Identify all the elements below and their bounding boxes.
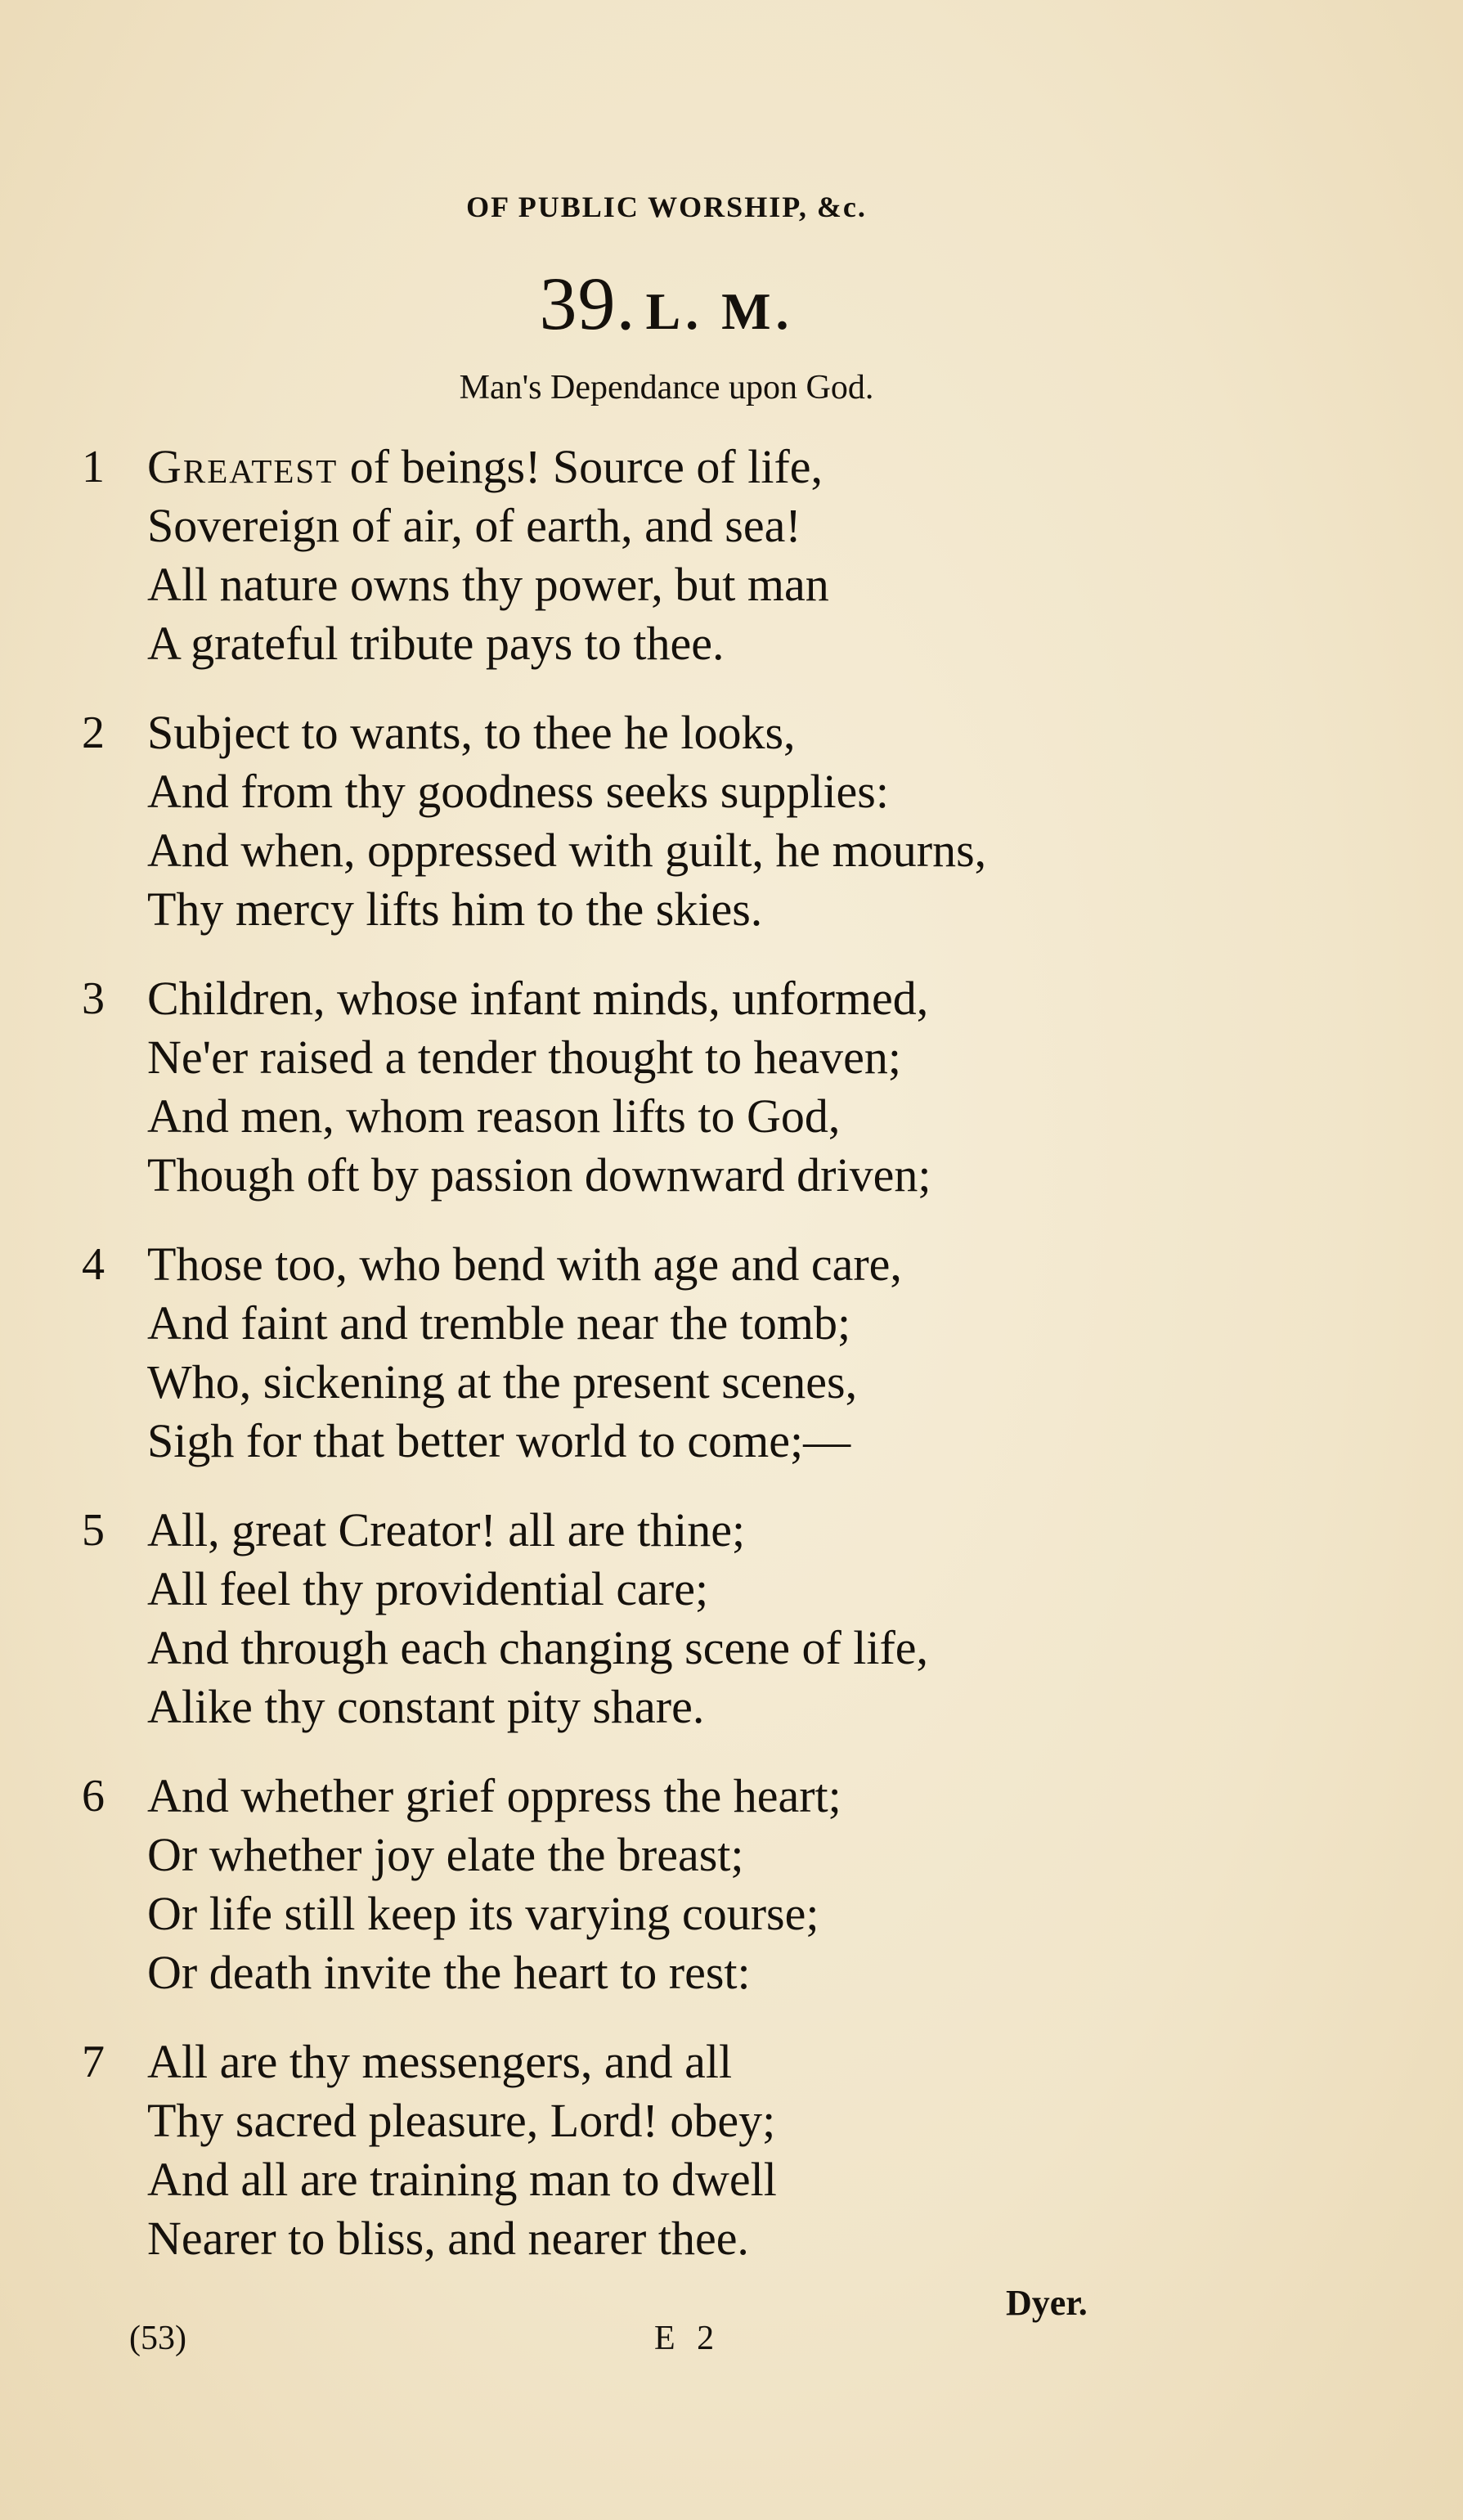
stanza-line: All are thy messengers, and all — [147, 2035, 733, 2088]
stanza-number: 5 — [82, 1505, 105, 1556]
stanza-7 — [82, 2033, 1276, 2298]
stanza-number: 6 — [82, 1771, 105, 1821]
stanza-4 — [82, 1235, 1276, 1501]
hymn-meter: L. M. — [645, 282, 794, 340]
stanza-line: Thy sacred pleasure, Lord! obey; — [147, 2094, 776, 2147]
stanza-line: Ne'er raised a tender thought to heaven; — [147, 1031, 901, 1084]
stanza-number: 4 — [82, 1239, 105, 1290]
stanza-line: Or death invite the heart to rest: — [147, 1946, 751, 1999]
stanza-2 — [82, 703, 1276, 969]
stanza-line: Children, whose infant minds, unformed, — [147, 972, 929, 1025]
stanza-line: Thy mercy lifts him to the skies. — [147, 883, 763, 936]
stanza-6 — [82, 1767, 1276, 2033]
stanza-line: Alike thy constant pity share. — [147, 1680, 705, 1733]
stanza-first-line-rest: of beings! Source of life, — [338, 440, 823, 493]
stanza-line: Though oft by passion downward driven; — [147, 1148, 931, 1202]
hymn-subtitle: Man's Dependance upon God. — [459, 369, 874, 407]
stanza-line: Or whether joy elate the breast; — [147, 1828, 744, 1881]
stanza-line — [147, 438, 823, 496]
stanza-line: And faint and tremble near the tomb; — [147, 1296, 851, 1350]
hymn-author: Dyer. — [1006, 2283, 1088, 2323]
stanza-number: 1 — [82, 442, 105, 492]
stanza-line: Or life still keep its varying course; — [147, 1887, 819, 1940]
stanza-line: Sigh for that better world to come;— — [147, 1414, 851, 1467]
stanza-number: 2 — [82, 707, 105, 758]
page-number: (53) — [129, 2320, 186, 2357]
stanza-line: And whether grief oppress the heart; — [147, 1769, 841, 1822]
stanza-3 — [82, 969, 1276, 1235]
running-head: OF PUBLIC WORSHIP, &c. — [466, 191, 867, 223]
stanza-line: All feel thy providential care; — [147, 1562, 709, 1615]
stanza-5 — [82, 1501, 1276, 1767]
stanza-number: 7 — [82, 2037, 105, 2087]
stanza-line: Those too, who bend with age and care, — [147, 1238, 902, 1291]
stanza-line: And from thy goodness seeks supplies: — [147, 765, 889, 818]
stanza-line: All, great Creator! all are thine; — [147, 1503, 746, 1556]
printer-signature: E 2 — [654, 2320, 721, 2357]
stanza-line: And men, whom reason lifts to God, — [147, 1089, 841, 1143]
stanza-line: Who, sickening at the present scenes, — [147, 1355, 858, 1408]
stanza-line: Nearer to bliss, and nearer thee. — [147, 2212, 749, 2265]
stanza-first-word: Greatest — [147, 440, 339, 493]
stanza-line: And through each changing scene of life, — [147, 1621, 929, 1674]
stanza-line: And all are training man to dwell — [147, 2153, 777, 2206]
stanza-line: And when, oppressed with guilt, he mourns, — [147, 824, 987, 877]
stanza-list — [82, 438, 1276, 2298]
hymn-number: 39. — [539, 262, 636, 345]
stanza-line: Sovereign of air, of earth, and sea! — [147, 499, 801, 552]
stanza-number: 3 — [82, 973, 105, 1024]
stanza-1 — [82, 438, 1276, 703]
hymn-title — [0, 260, 1333, 347]
stanza-line: A grateful tribute pays to thee. — [147, 617, 725, 670]
stanza-line: Subject to wants, to thee he looks, — [147, 706, 796, 759]
stanza-line: All nature owns thy power, but man — [147, 558, 829, 611]
